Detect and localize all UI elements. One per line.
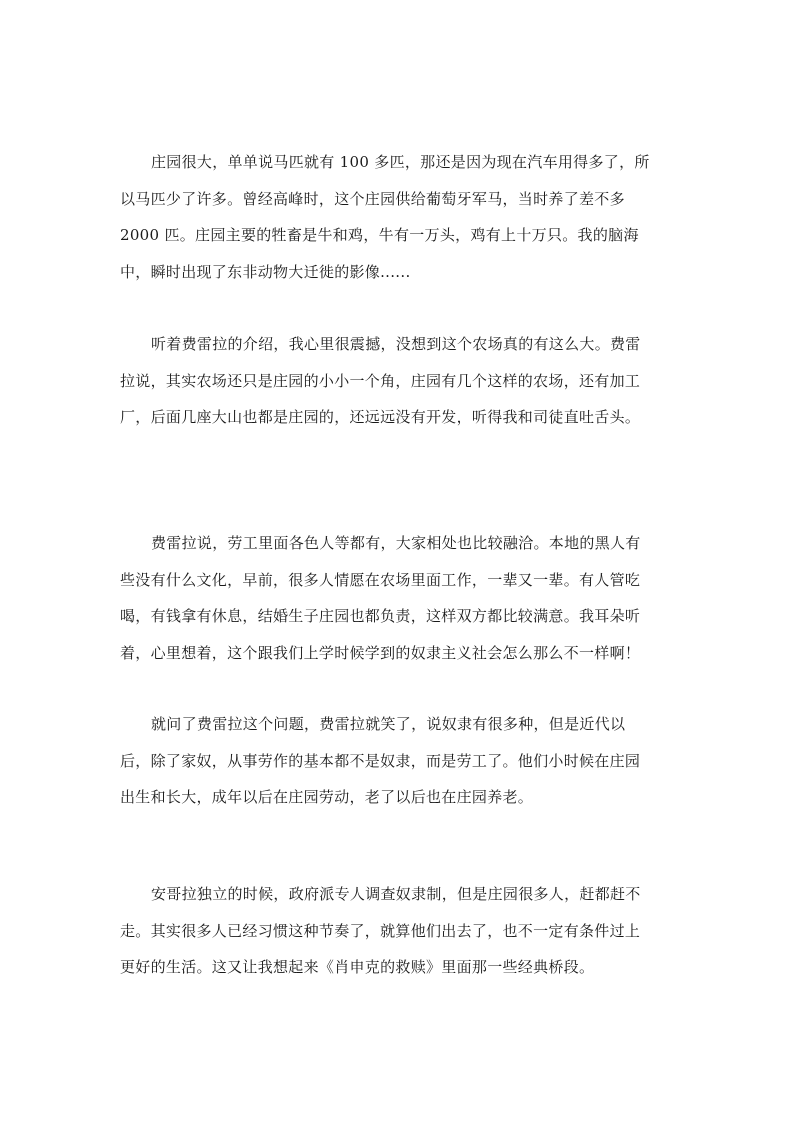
paragraph-line: 后，除了家奴，从事劳作的基本都不是奴隶，而是劳工了。他们小时候在庄园 xyxy=(120,751,641,770)
paragraph-line: 着，心里想着，这个跟我们上学时候学到的奴隶主义社会怎么那么不一样啊！ xyxy=(120,643,641,662)
paragraph-line: 厂，后面几座大山也都是庄园的，还远远没有开发，听得我和司徒直吐舌头。 xyxy=(120,408,641,426)
paragraph-farm-size xyxy=(120,326,641,436)
paragraph-line: 听着费雷拉的介绍，我心里很震撼，没想到这个农场真的有这么大。费雷 xyxy=(151,335,641,353)
paragraph-slavery-question xyxy=(120,706,640,816)
paragraph-line: 费雷拉说，劳工里面各色人等都有，大家相处也比较融洽。本地的黑人有 xyxy=(151,534,641,552)
paragraph-line: 以马匹少了许多。曾经高峰时，这个庄园供给葡萄牙军马，当时养了差不多 xyxy=(120,189,625,208)
paragraph-line: 拉说，其实农场还只是庄园的小小一个角，庄园有几个这样的农场，还有加工 xyxy=(120,371,641,390)
paragraph-laborers xyxy=(120,525,641,671)
paragraph-line: 些没有什么文化，早前，很多人情愿在农场里面工作，一辈又一辈。有人管吃 xyxy=(120,570,641,589)
paragraph-line: 出生和长大，成年以后在庄园劳动，老了以后也在庄园养老。 xyxy=(120,788,534,806)
paragraph-line: 2000 匹。庄园主要的牲畜是牛和鸡，牛有一万头，鸡有上十万只。我的脑海 xyxy=(120,226,639,244)
paragraph-line: 走。其实很多人已经习惯这种节奏了，就算他们出去了，也不一定有条件过上 xyxy=(120,921,641,940)
paragraph-angola-independence xyxy=(120,876,641,986)
paragraph-line: 喝，有钱拿有休息，结婚生子庄园也都负责，这样双方都比较满意。我耳朵听 xyxy=(120,607,641,625)
paragraph-line: 就问了费雷拉这个问题，费雷拉就笑了，说奴隶有很多种，但是近代以 xyxy=(151,715,626,733)
paragraph-line: 庄园很大，单单说马匹就有 100 多匹，那还是因为现在汽车用得多了，所 xyxy=(151,153,650,171)
paragraph-line: 中，瞬时出现了东非动物大迁徙的影像...... xyxy=(120,262,411,281)
paragraph-line: 更好的生活。这又让我想起来《肖申克的救赎》里面那一些经典桥段。 xyxy=(120,958,595,976)
paragraph-line: 安哥拉独立的时候，政府派专人调查奴隶制，但是庄园很多人，赶都赶不 xyxy=(151,885,641,903)
paragraph-horses-and-livestock xyxy=(120,144,650,290)
